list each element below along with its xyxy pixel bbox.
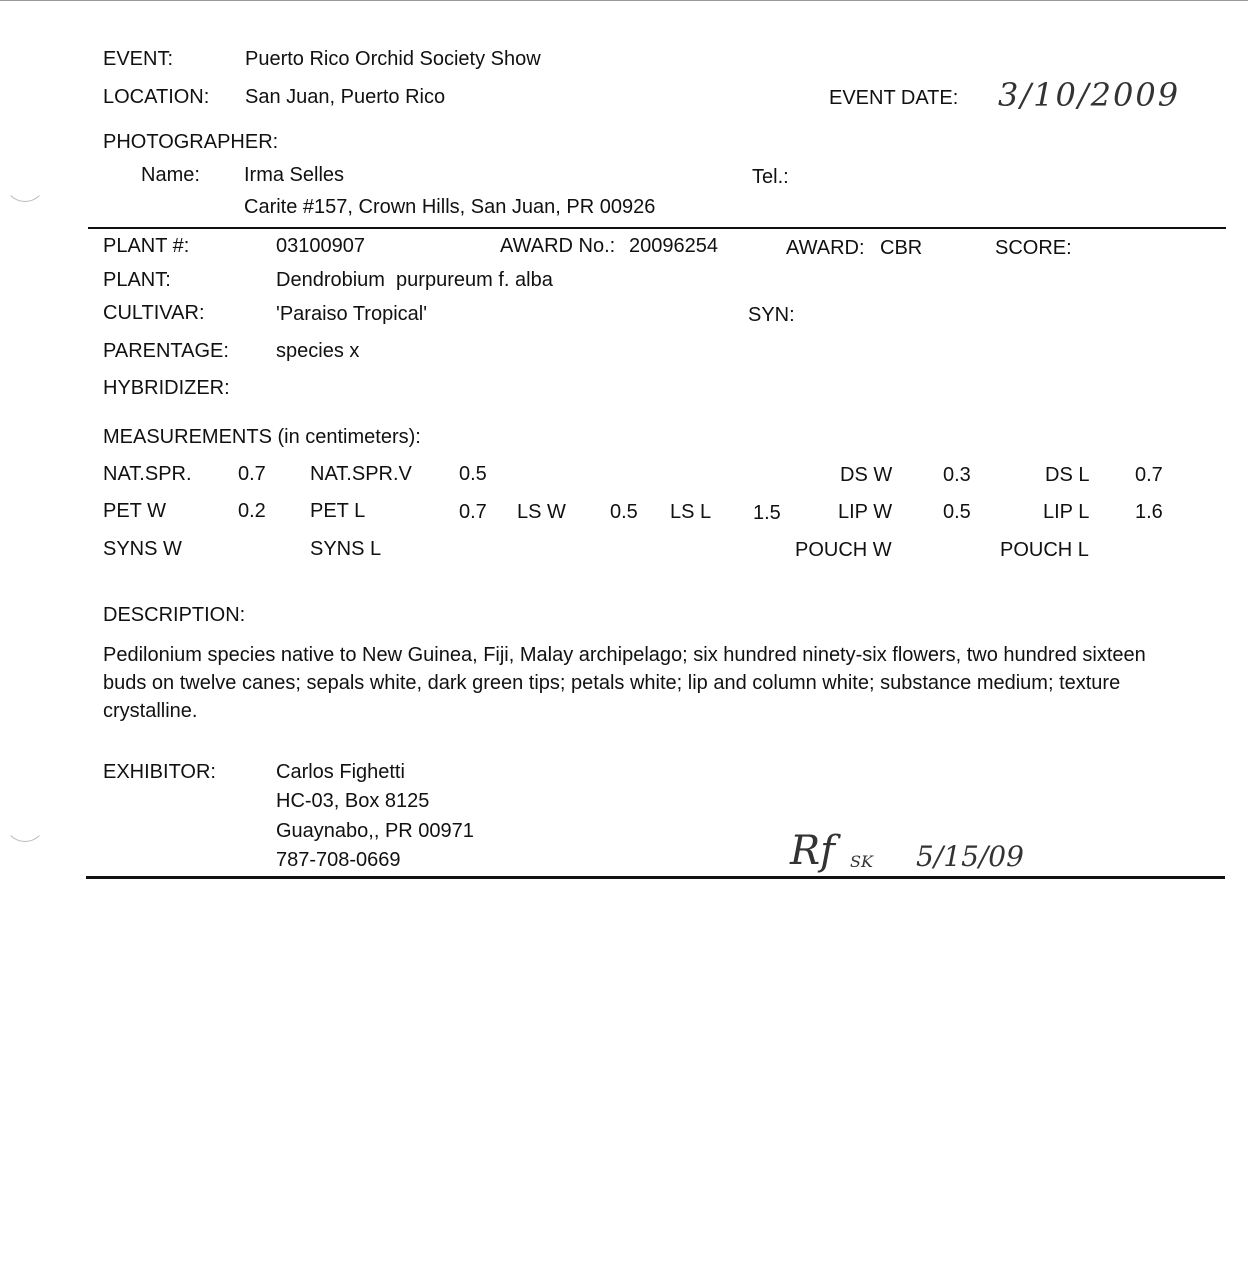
exhibitor-phone: 787-708-0669 <box>276 849 401 871</box>
ds-l-label: DS L <box>1045 464 1090 486</box>
pet-w-label: PET W <box>103 500 166 522</box>
plant-value: Dendrobium purpureum f. alba <box>276 269 553 291</box>
exhibitor-label: EXHIBITOR: <box>103 761 216 783</box>
punch-hole-mark <box>4 176 46 202</box>
photographer-address: Carite #157, Crown Hills, San Juan, PR 00926 <box>244 196 656 218</box>
pet-l-value: 0.7 <box>459 501 487 523</box>
event-label: EVENT: <box>103 48 174 70</box>
syn-label: SYN: <box>748 304 795 326</box>
pouch-l-label: POUCH L <box>1000 539 1089 561</box>
lip-w-value: 0.5 <box>943 501 971 523</box>
plant-label: PLANT: <box>103 269 171 291</box>
photographer-tel-label: Tel.: <box>752 166 789 188</box>
section-divider <box>88 227 1226 229</box>
plant-no-label: PLANT #: <box>103 235 190 257</box>
plant-no-value: 03100907 <box>276 235 365 257</box>
ds-w-value: 0.3 <box>943 464 971 486</box>
punch-hole-mark <box>4 816 46 842</box>
ds-l-value: 0.7 <box>1135 464 1163 486</box>
handwritten-date: 5/15/09 <box>916 840 1024 873</box>
score-label: SCORE: <box>995 237 1072 259</box>
lip-l-label: LIP L <box>1043 501 1090 523</box>
ls-l-value: 1.5 <box>753 502 781 524</box>
nat-spr-v-label: NAT.SPR.V <box>310 463 412 485</box>
ls-w-value: 0.5 <box>610 501 638 523</box>
nat-spr-label: NAT.SPR. <box>103 463 192 485</box>
cultivar-label: CULTIVAR: <box>103 302 205 324</box>
event-value: Puerto Rico Orchid Society Show <box>245 48 541 70</box>
bottom-divider <box>86 876 1225 879</box>
photographer-name-label: Name: <box>141 164 200 186</box>
event-date-label: EVENT DATE: <box>829 87 959 109</box>
photographer-name-value: Irma Selles <box>244 164 345 186</box>
handwritten-initials: Rf <box>790 828 835 874</box>
ds-w-label: DS W <box>840 464 893 486</box>
description-text: Pedilonium species native to New Guinea, Fiji, Malay archipelago; six hundred ninety-six flowers, two hundred sixteen buds on twelve canes; sepals white, dark green tips; petals white; lip and column white; substance medium; texture crystalline. <box>103 644 1146 722</box>
ls-w-label: LS W <box>517 501 566 523</box>
description-label: DESCRIPTION: <box>103 604 246 626</box>
location-value: San Juan, Puerto Rico <box>245 86 446 108</box>
exhibitor-name: Carlos Fighetti <box>276 761 405 783</box>
syns-l-label: SYNS L <box>310 538 382 560</box>
award-no-label: AWARD No.: <box>500 235 616 257</box>
nat-spr-v-value: 0.5 <box>459 463 487 485</box>
lip-w-label: LIP W <box>838 501 893 523</box>
parentage-label: PARENTAGE: <box>103 340 229 362</box>
lip-l-value: 1.6 <box>1135 501 1163 523</box>
award-value: CBR <box>880 237 923 259</box>
parentage-value: species x <box>276 340 360 362</box>
pet-l-label: PET L <box>310 500 366 522</box>
location-label: LOCATION: <box>103 86 210 108</box>
award-no-value: 20096254 <box>629 235 718 257</box>
syns-w-label: SYNS W <box>103 538 182 560</box>
ls-l-label: LS L <box>670 501 712 523</box>
award-label: AWARD: <box>786 237 865 259</box>
scan-top-edge <box>0 0 1248 1</box>
photographer-label: PHOTOGRAPHER: <box>103 131 279 153</box>
event-date-handwritten: 3/10/2009 <box>998 76 1181 114</box>
nat-spr-value: 0.7 <box>238 463 266 485</box>
hybridizer-label: HYBRIDIZER: <box>103 377 230 399</box>
exhibitor-address2: Guaynabo,, PR 00971 <box>276 820 474 842</box>
pet-w-value: 0.2 <box>238 500 266 522</box>
exhibitor-address1: HC-03, Box 8125 <box>276 790 430 812</box>
handwritten-initials-sk: SK <box>850 852 873 871</box>
cultivar-value: 'Paraiso Tropical' <box>276 303 428 325</box>
measurements-title: MEASUREMENTS (in centimeters): <box>103 426 421 448</box>
pouch-w-label: POUCH W <box>795 539 892 561</box>
